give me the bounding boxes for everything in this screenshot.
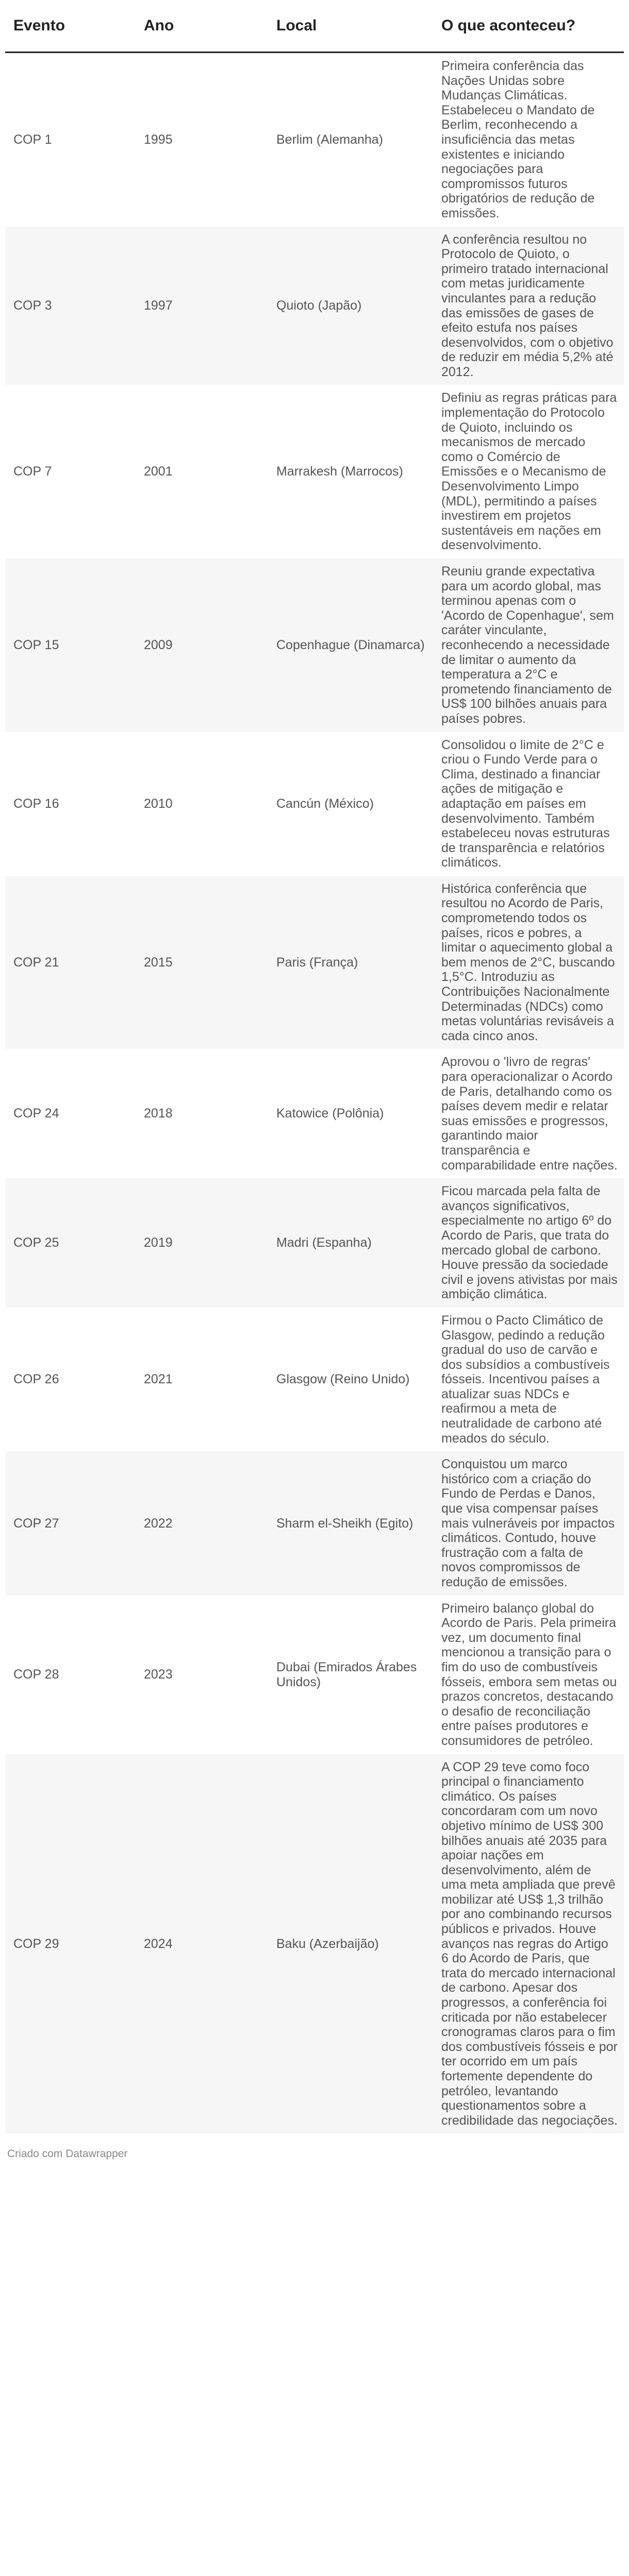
cop-table bbox=[5, 0, 624, 2133]
cell-ano: 2024 bbox=[136, 1754, 268, 2134]
table-row bbox=[5, 558, 624, 732]
cell-ano: 2023 bbox=[136, 1596, 268, 1754]
table-row bbox=[5, 53, 624, 227]
cell-descricao: Reuniu grande expectativa para um acordo global, mas terminou apenas com o 'Acordo de Copenhague', sem caráter vinculante, reconhecendo a necessidade de limitar o aumento da temperatura a 2°C e prometendo financiamento de US$ 100 bilhões anuais para países pobres. bbox=[433, 558, 624, 732]
cell-local: Marrakesh (Marrocos) bbox=[268, 385, 433, 558]
cell-evento: COP 7 bbox=[5, 385, 136, 558]
header-row bbox=[5, 0, 624, 53]
header-ano[interactable]: Ano bbox=[136, 0, 268, 53]
table-row bbox=[5, 876, 624, 1049]
table-row bbox=[5, 227, 624, 385]
cell-ano: 2015 bbox=[136, 876, 268, 1049]
table-row bbox=[5, 1596, 624, 1754]
cell-evento: COP 26 bbox=[5, 1308, 136, 1451]
cell-evento: COP 16 bbox=[5, 732, 136, 876]
cell-ano: 2009 bbox=[136, 558, 268, 732]
header-o-que-aconteceu[interactable]: O que aconteceu? bbox=[433, 0, 624, 53]
cell-descricao: Definiu as regras práticas para implementação do Protocolo de Quioto, incluindo os mecanismos de mercado como o Comércio de Emissões e o Mecanismo de Desenvolvimento Limpo (MDL), permitindo a países investirem em projetos sustentáveis em nações em desenvolvimento. bbox=[433, 385, 624, 558]
cell-ano: 1997 bbox=[136, 227, 268, 385]
cell-descricao: A conferência resultou no Protocolo de Quioto, o primeiro tratado internacional com metas juridicamente vinculantes para a redução das emissões de gases de efeito estufa nos países desenvolvidos, com o objetivo de reduzir em média 5,2% até 2012. bbox=[433, 227, 624, 385]
cell-evento: COP 15 bbox=[5, 558, 136, 732]
footer-credit[interactable]: Criado com Datawrapper bbox=[7, 2148, 128, 2160]
cell-evento: COP 29 bbox=[5, 1754, 136, 2134]
cell-descricao: Firmou o Pacto Climático de Glasgow, pedindo a redução gradual do uso de carvão e dos subsídios a combustíveis fósseis. Incentivou países a atualizar suas NDCs e reafirmou a meta de neutralidade de carbono até meados do século. bbox=[433, 1308, 624, 1451]
cell-local: Baku (Azerbaijão) bbox=[268, 1754, 433, 2134]
cell-descricao: Ficou marcada pela falta de avanços significativos, especialmente no artigo 6º do Acordo de Paris, que trata do mercado global de carbono. Houve pressão da sociedade civil e jovens ativistas por mais ambição climática. bbox=[433, 1178, 624, 1308]
cell-descricao: A COP 29 teve como foco principal o financiamento climático. Os países concordaram com um novo objetivo mínimo de US$ 300 bilhões anuais até 2035 para apoiar nações em desenvolvimento, além de uma meta ampliada que prevê mobilizar até US$ 1,3 trilhão por ano combinando recursos públicos e privados. Houve avanços nas regras do Artigo 6 do Acordo de Paris, que trata do mercado internacional de carbono. Apesar dos progressos, a conferência foi criticada por não estabelecer cronogramas claros para o fim dos combustíveis fósseis e por ter ocorrido em um país fortemente dependente do petróleo, levantando questionamentos sobre a credibilidade das negociações. bbox=[433, 1754, 624, 2134]
table-row bbox=[5, 1754, 624, 2134]
cell-local: Katowice (Polônia) bbox=[268, 1049, 433, 1178]
cell-descricao: Primeira conferência das Nações Unidas sobre Mudanças Climáticas. Estabeleceu o Mandato de Berlim, reconhecendo a insuficiência das metas existentes e iniciando negociações para compromissos futuros obrigatórios de redução de emissões. bbox=[433, 53, 624, 227]
table-row bbox=[5, 1451, 624, 1595]
cell-evento: COP 24 bbox=[5, 1049, 136, 1178]
table-row bbox=[5, 1308, 624, 1451]
cell-ano: 1995 bbox=[136, 53, 268, 227]
cell-evento: COP 3 bbox=[5, 227, 136, 385]
cell-ano: 2018 bbox=[136, 1049, 268, 1178]
cell-descricao: Histórica conferência que resultou no Acordo de Paris, comprometendo todos os países, ricos e pobres, a limitar o aquecimento global a bem menos de 2°C, buscando 1,5°C. Introduziu as Contribuições Nacionalmente Determinadas (NDCs) como metas voluntárias revisáveis a cada cinco anos. bbox=[433, 876, 624, 1049]
cell-local: Quioto (Japão) bbox=[268, 227, 433, 385]
table-row bbox=[5, 1178, 624, 1308]
cell-local: Berlim (Alemanha) bbox=[268, 53, 433, 227]
cell-local: Cancún (México) bbox=[268, 732, 433, 876]
cell-evento: COP 25 bbox=[5, 1178, 136, 1308]
cell-evento: COP 1 bbox=[5, 53, 136, 227]
cell-descricao: Conquistou um marco histórico com a criação do Fundo de Perdas e Danos, que visa compensar países mais vulneráveis por impactos climáticos. Contudo, houve frustração com a falta de novos compromissos de redução de emissões. bbox=[433, 1451, 624, 1595]
table-header bbox=[5, 0, 624, 53]
table-body bbox=[5, 53, 624, 2134]
table-row bbox=[5, 1049, 624, 1178]
cell-local: Paris (França) bbox=[268, 876, 433, 1049]
cell-ano: 2010 bbox=[136, 732, 268, 876]
cell-ano: 2021 bbox=[136, 1308, 268, 1451]
cell-descricao: Primeiro balanço global do Acordo de Paris. Pela primeira vez, um documento final mencionou a transição para o fim do uso de combustíveis fósseis, embora sem metas ou prazos concretos, destacando o desafio de reconciliação entre países produtores e consumidores de petróleo. bbox=[433, 1596, 624, 1754]
cell-local: Madri (Espanha) bbox=[268, 1178, 433, 1308]
cell-ano: 2001 bbox=[136, 385, 268, 558]
cell-local: Glasgow (Reino Unido) bbox=[268, 1308, 433, 1451]
cell-evento: COP 27 bbox=[5, 1451, 136, 1595]
cell-evento: COP 21 bbox=[5, 876, 136, 1049]
cell-local: Copenhague (Dinamarca) bbox=[268, 558, 433, 732]
table-row bbox=[5, 732, 624, 876]
cell-descricao: Aprovou o 'livro de regras' para operacionalizar o Acordo de Paris, detalhando como os países devem medir e relatar suas emissões e progressos, garantindo maior transparência e comparabilidade entre nações. bbox=[433, 1049, 624, 1178]
header-evento[interactable]: Evento bbox=[5, 0, 136, 53]
cell-local: Sharm el-Sheikh (Egito) bbox=[268, 1451, 433, 1595]
cell-descricao: Consolidou o limite de 2°C e criou o Fundo Verde para o Clima, destinado a financiar ações de mitigação e adaptação em países em desenvolvimento. Também estabeleceu novas estruturas de transparência e relatórios climáticos. bbox=[433, 732, 624, 876]
cell-local: Dubai (Emirados Árabes Unidos) bbox=[268, 1596, 433, 1754]
cell-ano: 2022 bbox=[136, 1451, 268, 1595]
cell-evento: COP 28 bbox=[5, 1596, 136, 1754]
cell-ano: 2019 bbox=[136, 1178, 268, 1308]
table-row bbox=[5, 385, 624, 558]
header-local[interactable]: Local bbox=[268, 0, 433, 53]
